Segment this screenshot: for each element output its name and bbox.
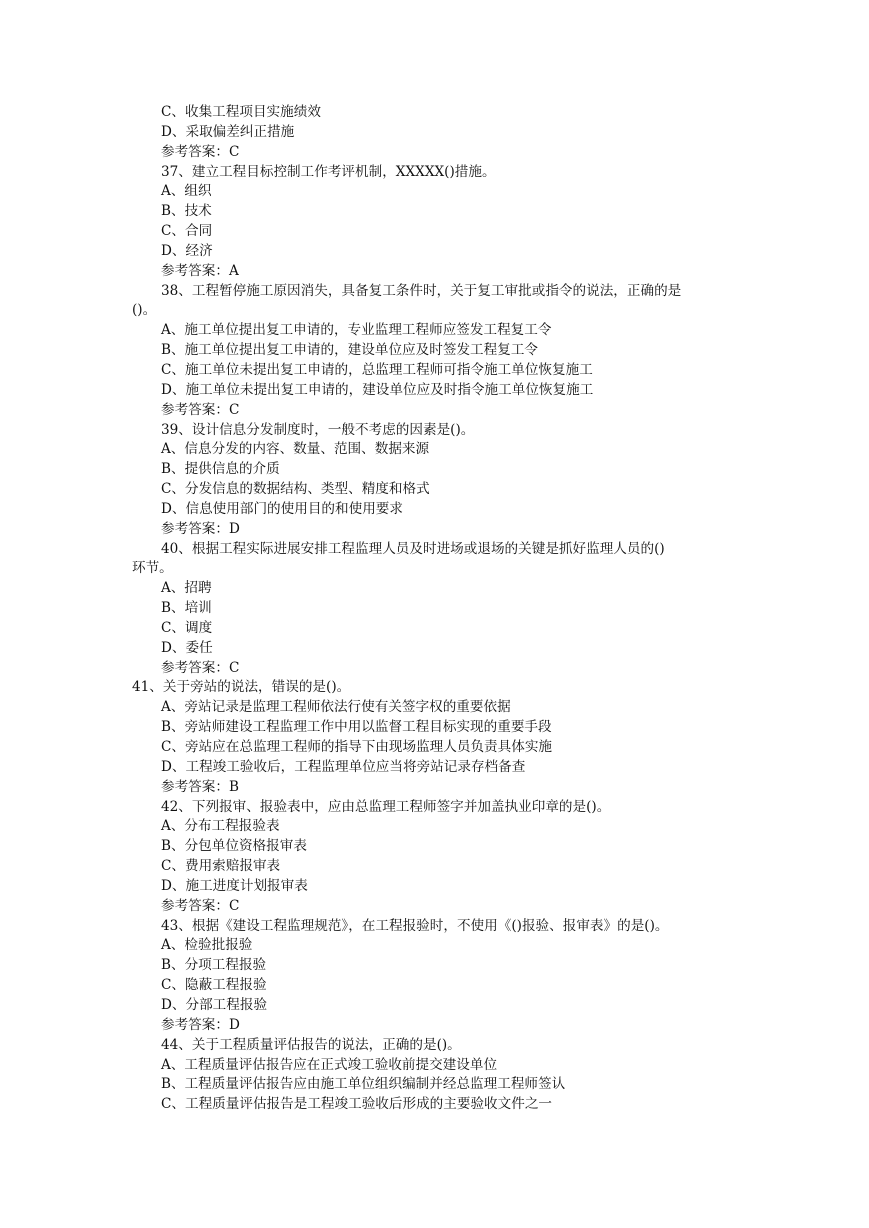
option-line: D、分部工程报验 [161, 996, 268, 1013]
option-line: B、技术 [161, 203, 212, 220]
option-line: B、工程质量评估报告应由施工单位组织编制并经总监理工程师签认 [161, 1076, 566, 1093]
option-line: C、收集工程项目实施绩效 [161, 104, 321, 120]
option-line: B、分包单位资格报审表 [161, 838, 307, 855]
option-line: A、招聘 [161, 580, 212, 597]
option-line: C、费用索赔报审表 [161, 858, 281, 875]
option-line: C、旁站应在总监理工程师的指导下由现场监理人员负责具体实施 [161, 739, 553, 755]
question-line: 41、关于旁站的说法，错误的是()。 [132, 679, 351, 696]
option-line: A、施工单位提出复工申请的，专业监理工程师应签发工程复工令 [161, 322, 552, 339]
answer-line: 参考答案：D [161, 520, 240, 537]
option-line: D、委任 [161, 639, 213, 656]
option-line: C、合同 [161, 223, 213, 240]
option-line: C、调度 [161, 619, 213, 636]
option-line: B、旁站师建设工程监理工作中用以监督工程目标实现的重要手段 [161, 719, 552, 736]
question-line: 37、建立工程目标控制工作考评机制，XXXXX()措施。 [161, 163, 496, 180]
question-line: 43、根据《建设工程监理规范》，在工程报验时，不使用《()报验、报审表》的是()。 [161, 917, 669, 934]
answer-line: 参考答案：C [161, 143, 240, 160]
option-line: C、施工单位未提出复工申请的，总监理工程师可指令施工单位恢复施工 [161, 361, 593, 378]
question-continuation-line: ()。 [132, 302, 157, 319]
answer-line: 参考答案：D [161, 1016, 240, 1033]
answer-line: 参考答案：C [161, 401, 240, 418]
option-line: D、信息使用部门的使用目的和使用要求 [161, 500, 403, 517]
option-line: D、采取偏差纠正措施 [161, 123, 295, 140]
answer-line: 参考答案：B [161, 778, 239, 795]
option-line: A、分布工程报验表 [161, 818, 280, 835]
option-line: D、经济 [161, 242, 213, 259]
question-line: 39、设计信息分发制度时，一般不考虑的因素是()。 [161, 421, 475, 438]
answer-line: 参考答案：C [161, 659, 240, 676]
option-line: B、施工单位提出复工申请的，建设单位应及时签发工程复工令 [161, 342, 539, 359]
option-line: A、工程质量评估报告应在正式竣工验收前提交建设单位 [161, 1056, 498, 1073]
question-line: 42、下列报审、报验表中，应由总监理工程师签字并加盖执业印章的是()。 [161, 798, 611, 815]
question-line: 44、关于工程质量评估报告的说法，正确的是()。 [161, 1036, 461, 1053]
option-line: C、分发信息的数据结构、类型、精度和格式 [161, 481, 430, 498]
option-line: D、工程竣工验收后，工程监理单位应当将旁站记录存档备查 [161, 758, 526, 775]
question-line: 38、工程暂停施工原因消失，具备复工条件时，关于复工审批或指令的说法，正确的是 [161, 282, 682, 299]
option-line: B、分项工程报验 [161, 957, 267, 974]
option-line: D、施工单位未提出复工申请的，建设单位应及时指令施工单位恢复施工 [161, 381, 594, 398]
option-line: C、工程质量评估报告是工程竣工验收后形成的主要验收文件之一 [161, 1096, 553, 1113]
option-line: B、提供信息的介质 [161, 461, 280, 478]
option-line: D、施工进度计划报审表 [161, 877, 308, 894]
document-body [0, 103, 869, 1115]
option-line: A、组织 [161, 183, 212, 200]
option-line: B、培训 [161, 600, 212, 617]
answer-line: 参考答案：C [161, 897, 240, 914]
option-line: A、信息分发的内容、数量、范围、数据来源 [161, 441, 430, 458]
option-line: A、旁站记录是监理工程师依法行使有关签字权的重要依据 [161, 699, 511, 716]
answer-line: 参考答案：A [161, 262, 239, 279]
question-continuation-line: 环节。 [132, 560, 173, 577]
option-line: A、检验批报验 [161, 937, 253, 954]
question-line: 40、根据工程实际进展安排工程监理人员及时进场或退场的关键是抓好监理人员的() [161, 540, 665, 557]
option-line: C、隐蔽工程报验 [161, 977, 267, 994]
